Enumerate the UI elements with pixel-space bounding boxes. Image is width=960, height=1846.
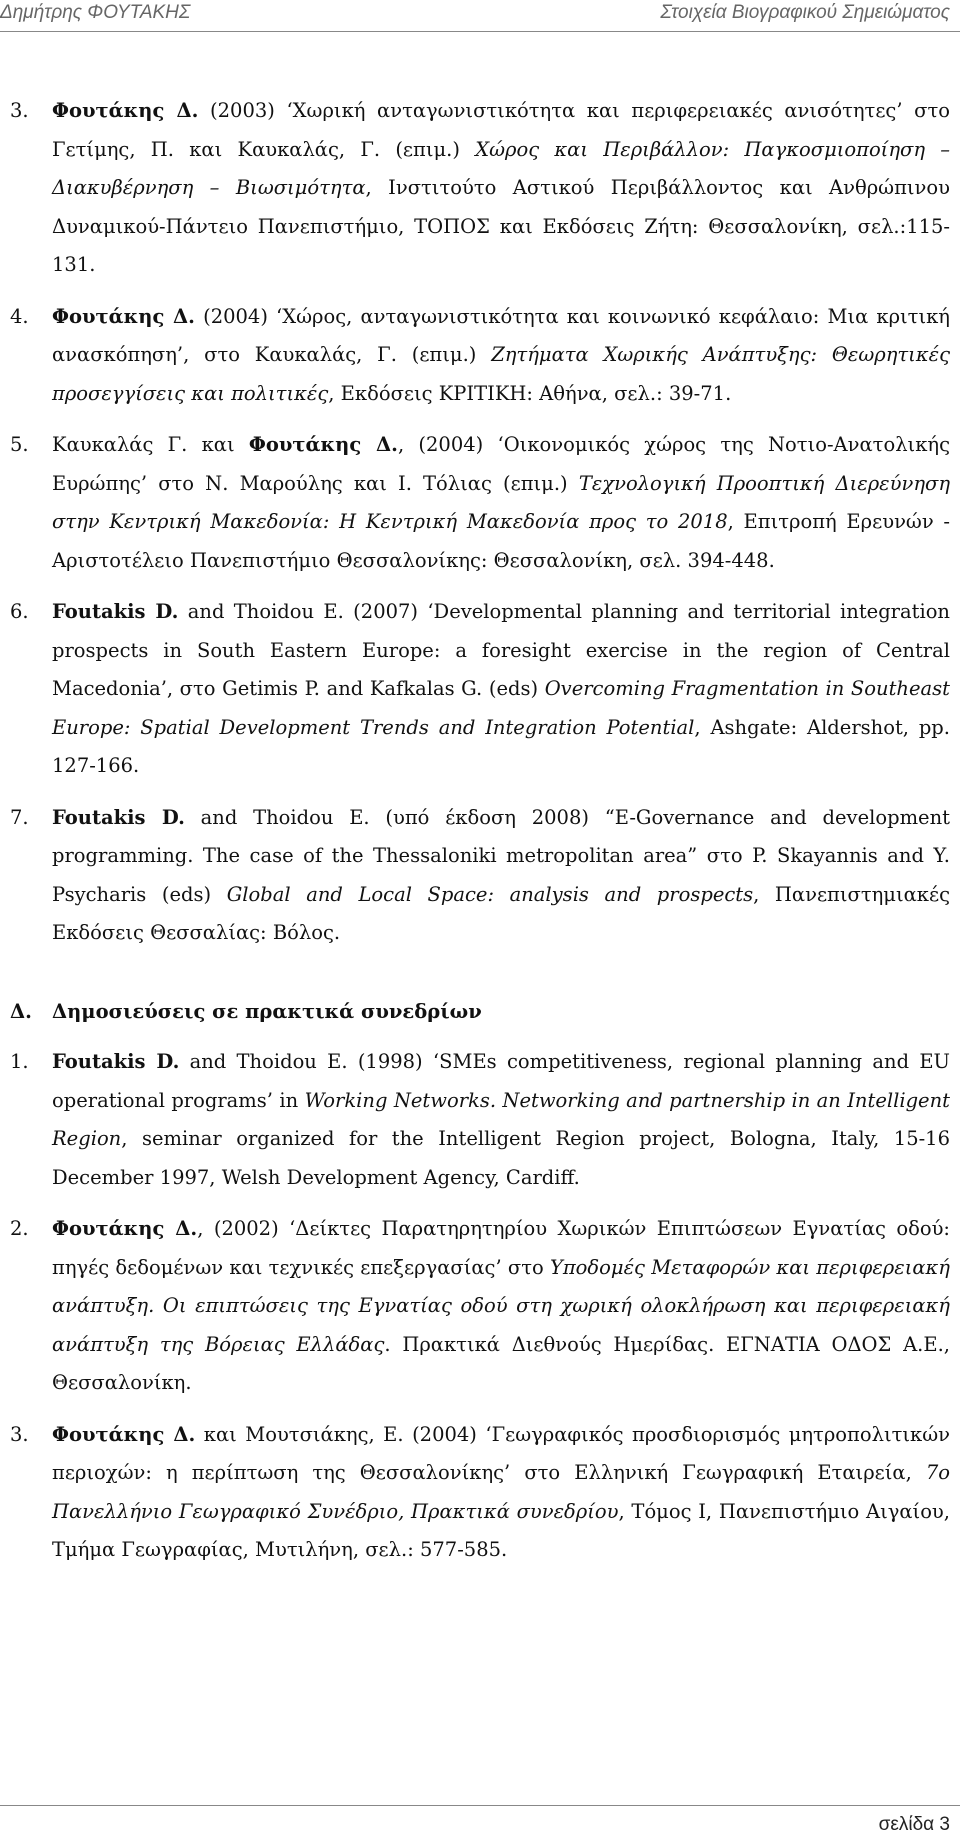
header-author: Δημήτρης ΦΟΥΤΑΚΗΣ	[0, 2, 191, 23]
citation-text: and Thoidou E. (υπό έκδοση 2008) “E-Governance and development programming. The case of the Thessaloniki metropolitan area” στο P. Skayannis and Y. Psycharis (eds)	[52, 805, 950, 906]
work-title: Χώρος και Περιβάλλον: Παγκοσμιοποίηση – Διακυβέρνηση – Βιωσιμότητα	[52, 137, 951, 199]
citation-text: and Thoidou E. (1998) ‘SMEs competitiveness, regional planning and EU operational programs’ in	[52, 1050, 950, 1112]
item-citation	[52, 92, 950, 285]
author-name: Φουτάκης Δ.	[52, 1217, 198, 1240]
list-item	[10, 1210, 950, 1403]
citation-text: Καυκαλάς Γ. και	[52, 433, 249, 456]
list-item	[10, 426, 950, 580]
footer-divider	[0, 1805, 960, 1806]
list-item	[10, 298, 950, 414]
item-number: 2.	[10, 1217, 29, 1240]
citation-text: (2004) ‘Χώρος, ανταγωνιστικότητα και κοινωνικό κεφάλαιο: Μια κριτική ανασκόπηση’, στο Καυκαλάς, Γ. (επιμ.)	[52, 304, 950, 366]
page-header	[0, 0, 960, 40]
work-title: Global and Local Space: analysis and prospects	[226, 882, 754, 906]
list-item	[10, 1416, 950, 1570]
list-item	[10, 799, 950, 953]
citation-text: , Επιτροπή Ερευνών - Αριστοτέλειο Πανεπιστήμιο Θεσσαλονίκης: Θεσσαλονίκη, σελ. 394-448.	[52, 510, 950, 572]
list-item	[10, 593, 950, 786]
list-item	[10, 92, 950, 285]
section-title: Δημοσιεύσεις σε πρακτικά συνεδρίων	[52, 999, 482, 1023]
citation-text: , Πανεπιστημιακές Εκδόσεις Θεσσαλίας: Βόλος.	[52, 882, 950, 944]
citation-text: and Thoidou E. (2007) ‘Developmental planning and territorial integration prospects in South Eastern Europe: a foresight exercise in the region of Central Macedonia’, στο Getimis P. and Kafkalas G. (eds)	[52, 600, 950, 700]
author-name: Φουτάκης Δ.	[248, 433, 398, 456]
item-number: 5.	[10, 433, 29, 456]
item-citation	[52, 1416, 950, 1570]
item-number: 4.	[10, 304, 29, 328]
author-name: Φουτάκης Δ.	[52, 99, 199, 122]
citation-text: (2003) ‘Χωρική ανταγωνιστικότητα και περιφερειακές ανισότητες’ στο Γετίμης, Π. και Καυκαλάς, Γ. (επιμ.)	[52, 99, 950, 161]
citation-text: , Εκδόσεις ΚΡΙΤΙΚΗ: Αθήνα, σελ.: 39-71.	[328, 381, 732, 405]
citation-text: , Ινστιτούτο Αστικού Περιβάλλοντος και Ανθρώπινου Δυναμικού-Πάντειο Πανεπιστήμιο, ΤΟΠΟΣ και Εκδόσεις Ζήτη: Θεσσαλονίκη, σελ.:115-131.	[52, 176, 950, 276]
page-number: σελίδα 3	[878, 1814, 950, 1835]
publication-list-chapters	[10, 92, 950, 953]
item-citation	[52, 799, 950, 953]
section-heading	[10, 993, 950, 1032]
citation-text: , (2002) ‘Δείκτες Παρατηρητηρίου Χωρικών Επιπτώσεων Εγνατίας οδού: πηγές δεδομένων και τεχνικές επεξεργασίας’ στο	[52, 1217, 950, 1279]
work-title: Τεχνολογική Προοπτική Διερεύνηση στην Κεντρική Μακεδονία: Η Κεντρική Μακεδονία προς το 2018	[52, 471, 951, 533]
list-item	[10, 1043, 950, 1197]
work-title: 7ο Πανελλήνιο Γεωγραφικό Συνέδριο, Πρακτικά συνεδρίου	[52, 1461, 950, 1523]
item-citation	[52, 593, 950, 786]
item-citation	[52, 298, 950, 414]
item-number: 3.	[10, 99, 29, 122]
citation-text: , seminar organized for the Intelligent Region project, Bologna, Italy, 15-16 December 1997, Welsh Development Agency, Cardiff.	[52, 1127, 950, 1189]
citation-text: , (2004) ‘Οικονομικός χώρος της Νοτιο-Ανατολικής Ευρώπης’ στο Ν. Μαρούλης και Ι. Τόλιας (επιμ.)	[52, 433, 950, 495]
item-citation	[52, 1043, 950, 1197]
publication-list-proceedings	[10, 1043, 950, 1570]
item-number: 1.	[10, 1050, 29, 1073]
citation-text: . Πρακτικά Διεθνούς Ημερίδας. ΕΓΝΑΤΙΑ ΟΔΟΣ Α.Ε., Θεσσαλονίκη.	[52, 1332, 950, 1394]
header-doc-title: Στοιχεία Βιογραφικού Σημειώματος	[660, 2, 950, 23]
citation-text: , Τόμος Ι, Πανεπιστήμιο Αιγαίου, Τμήμα Γεωγραφίας, Μυτιλήνη, σελ.: 577-585.	[52, 1499, 950, 1561]
item-number: 3.	[10, 1422, 29, 1446]
author-name: Foutakis D.	[52, 600, 179, 623]
item-citation	[52, 426, 950, 580]
work-title: Working Networks. Networking and partnership in an Intelligent Region	[52, 1088, 950, 1150]
header-divider	[0, 31, 960, 32]
author-name: Φουτάκης Δ.	[52, 304, 195, 328]
author-name: Φουτάκης Δ.	[52, 1422, 196, 1446]
citation-text: και Μουτσιάκης, Ε. (2004) ‘Γεωγραφικός προσδιορισμός μητροπολιτικών περιοχών: η περίπτωση της Θεσσαλονίκης’ στο Ελληνική Γεωγραφική Εταιρεία,	[52, 1422, 950, 1484]
item-number: 7.	[10, 805, 29, 829]
item-citation	[52, 1210, 950, 1403]
work-title: Overcoming Fragmentation in Southeast Europe: Spatial Development Trends and Integration Potential	[52, 677, 950, 739]
section-number: Δ.	[10, 999, 32, 1023]
author-name: Foutakis D.	[52, 805, 185, 829]
author-name: Foutakis D.	[52, 1050, 180, 1073]
citation-text: , Ashgate: Aldershot, pp. 127-166.	[52, 715, 950, 777]
item-number: 6.	[10, 600, 29, 623]
work-title: Ζητήματα Χωρικής Ανάπτυξης: Θεωρητικές προσεγγίσεις και πολιτικές	[52, 343, 951, 405]
document-body	[10, 92, 950, 1583]
work-title: Υποδομές Μεταφορών και περιφερειακή ανάπτυξη. Οι επιπτώσεις της Εγνατίας οδού στη χωρική ολοκλήρωση και περιφερειακή ανάπτυξη της Βόρειας Ελλάδας	[52, 1255, 950, 1356]
